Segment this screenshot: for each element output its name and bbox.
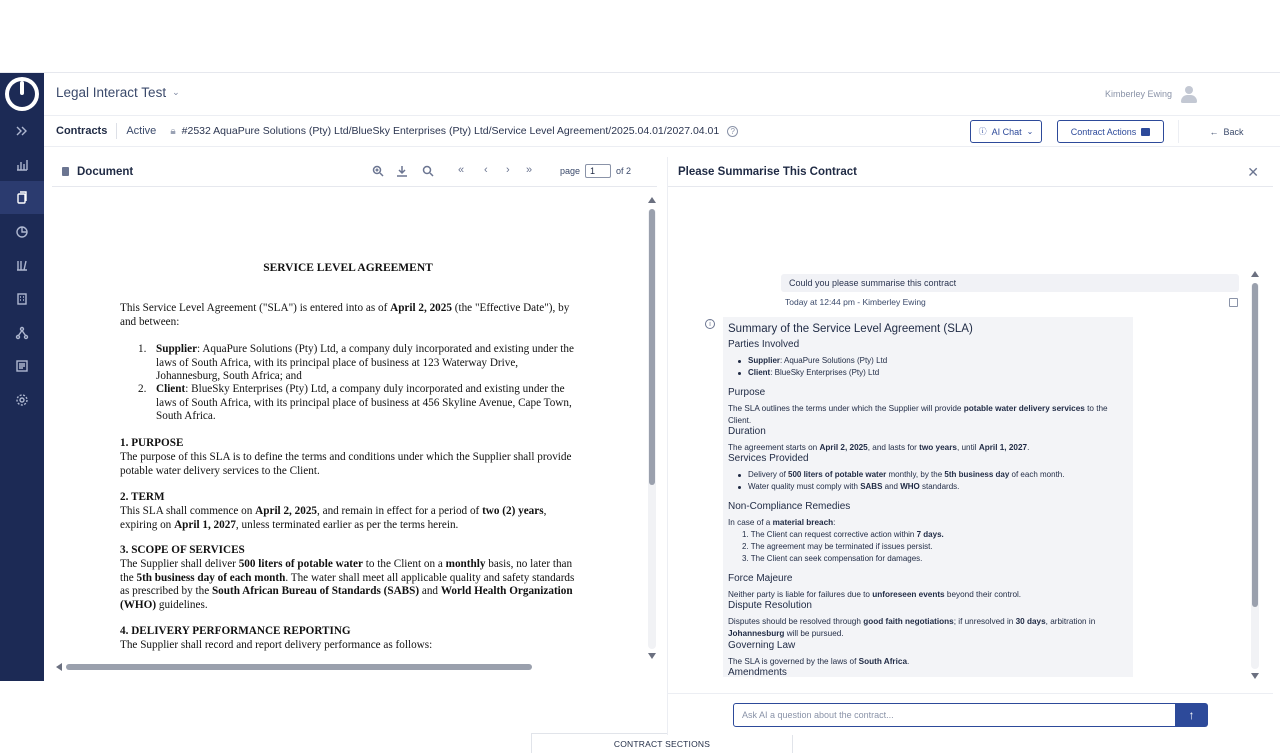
chat-title: Please Summarise This Contract (678, 165, 857, 178)
contract-actions-button[interactable] (1057, 120, 1164, 143)
section-text: The purpose of this SLA is to define the terms and conditions under which the Supplier shall provide potable water delivery services to the Client. (120, 451, 572, 477)
user-message: Could you please summarise this contract (781, 274, 1239, 292)
divider (116, 123, 117, 139)
copy-stack-icon (1141, 128, 1150, 136)
message-timestamp: Today at 12:44 pm - Kimberley Ewing (785, 297, 926, 307)
list-item: Water quality must comply with SABS and WHO standards. (748, 482, 960, 491)
analytics-icon[interactable] (0, 215, 44, 248)
arrow-left-icon: ← (1209, 126, 1219, 137)
section-title: 1. PURPOSE (120, 437, 184, 449)
contract-actions-label: Contract Actions (1070, 126, 1137, 137)
chat-header (668, 157, 1273, 187)
scroll-down-icon[interactable] (1251, 673, 1259, 679)
app-title: Legal Interact Test (56, 85, 167, 100)
divider (668, 693, 1273, 694)
summary-heading: Purpose (728, 387, 766, 398)
chat-input-row (733, 703, 1208, 727)
back-button[interactable] (1178, 120, 1274, 143)
ai-chat-label: AI Chat (991, 126, 1022, 137)
prev-page-icon[interactable]: ‹ (484, 164, 488, 176)
chevron-down-icon: ⌄ (1026, 127, 1034, 136)
document-title (62, 166, 133, 178)
section-title: 4. DELIVERY PERFORMANCE REPORTING (120, 625, 351, 637)
summary-heading: Dispute Resolution (728, 600, 812, 611)
summary-text: In case of a material breach: (728, 518, 836, 527)
contract-bar (44, 115, 1280, 147)
summary-text: The SLA outlines the terms under which the Supplier will provide potable water delivery services to the Client. (728, 404, 1108, 425)
document-horizontal-scrollbar[interactable] (56, 662, 648, 672)
summary-heading: Non-Compliance Remedies (728, 501, 851, 512)
building-icon[interactable] (0, 282, 44, 315)
document-heading: SERVICE LEVEL AGREEMENT (263, 262, 433, 274)
scroll-up-icon[interactable] (1251, 271, 1259, 277)
copy-icon[interactable] (1229, 298, 1238, 307)
section-text: The Supplier shall deliver 500 liters of potable water to the Client on a monthly basis, no later than the 5th business day of each month. The water shall meet all applicable quality and safety standards as prescribed by the South African Bureau of Standards (SABS) and World Health Organization (WHO) guidelines. (120, 558, 575, 611)
section-text: This SLA shall commence on April 2, 2025, and remain in effect for a period of two (2) years, expiring on April 1, 2027, unless terminated earlier as per the terms herein. (120, 505, 547, 531)
list-item: Supplier: AquaPure Solutions (Pty) Ltd (748, 356, 888, 365)
summary-heading: Parties Involved (728, 339, 800, 350)
app-frame (0, 72, 1280, 749)
workspace-selector[interactable] (56, 85, 180, 100)
documents-icon[interactable] (0, 181, 44, 214)
contract-path: #2532 AquaPure Solutions (Pty) Ltd/BlueSky Enterprises (Pty) Ltd/Service Level Agreement/2025.04.01/2027.04.01 (181, 125, 720, 137)
list-item: Delivery of 500 liters of potable water monthly, by the 5th business day of each month. (748, 470, 1065, 479)
document-toolbar (52, 157, 657, 187)
dashboard-icon[interactable] (0, 148, 44, 181)
summary-heading: Duration (728, 426, 766, 437)
zoom-in-icon[interactable] (372, 165, 384, 180)
search-icon[interactable] (422, 165, 434, 180)
document-title-label: Document (77, 165, 134, 178)
ai-response (723, 317, 1133, 677)
summary-text: Disputes should be resolved through good faith negotiations; if unresolved in 30 days, arbitration in Johannesburg will be pursued. (728, 617, 1096, 638)
file-icon (62, 167, 69, 176)
list-item: 1. The Client can request corrective action within 7 days. (742, 530, 944, 539)
document-page (52, 188, 642, 653)
page-number-input[interactable] (585, 164, 611, 178)
back-label: Back (1223, 126, 1244, 137)
scroll-down-icon[interactable] (648, 653, 656, 659)
expand-icon[interactable] (0, 114, 44, 147)
arrow-up-icon: ↑ (1188, 708, 1195, 722)
summary-title: Summary of the Service Level Agreement (SLA) (728, 323, 973, 335)
summary-heading: Governing Law (728, 640, 796, 651)
help-icon[interactable]: ? (727, 126, 738, 137)
avatar[interactable] (1180, 85, 1198, 103)
user-menu[interactable] (1105, 85, 1198, 103)
chat-vertical-scrollbar[interactable] (1251, 271, 1259, 679)
sidebar (0, 73, 44, 681)
list-item: 3. The Client can seek compensation for damages. (742, 554, 923, 563)
list-item: 2. The agreement may be terminated if issues persist. (742, 542, 933, 551)
lock-icon: 🔒︎ (170, 125, 176, 137)
section-text: The Supplier shall record and report delivery performance as follows: (120, 639, 433, 651)
list-item: Client: BlueSky Enterprises (Pty) Ltd (748, 368, 880, 377)
list-item: 1. Supplier: AquaPure Solutions (Pty) Ltd, a company duly incorporated and existing under the laws of South Africa, with its principal place of business at 123 Waterway Drive, Johannesburg, South Africa; and (138, 343, 574, 382)
user-name: Kimberley Ewing (1104, 89, 1172, 99)
settings-icon[interactable] (0, 383, 44, 416)
last-page-icon[interactable]: » (526, 164, 533, 176)
reports-icon[interactable] (0, 349, 44, 382)
summary-heading: Amendments (728, 667, 787, 677)
library-icon[interactable] (0, 248, 44, 281)
breadcrumb-contracts[interactable]: Contracts (56, 125, 108, 137)
section-title: 3. SCOPE OF SERVICES (120, 544, 245, 556)
intro-paragraph: This Service Level Agreement ("SLA") is entered into as of April 2, 2025 (the "Effective Date"), by and between: (120, 302, 570, 328)
scroll-up-icon[interactable] (648, 197, 656, 203)
list-item: 2. Client: BlueSky Enterprises (Pty) Ltd, a company duly incorporated and existing under the laws of South Africa, with its principal place of business at 456 Skyline Avenue, Cape Town, South Africa. (138, 383, 572, 422)
send-button[interactable] (1175, 703, 1208, 727)
summary-text: The SLA is governed by the laws of South Africa. (728, 657, 910, 666)
summary-heading: Force Majeure (728, 573, 793, 584)
chevron-down-icon: ⌄ (172, 87, 180, 97)
network-icon[interactable] (0, 316, 44, 349)
section-title: 2. TERM (120, 491, 165, 503)
document-vertical-scrollbar[interactable] (648, 197, 656, 659)
chat-input[interactable]: Ask AI a question about the contract... (733, 703, 1176, 727)
page-control (560, 164, 631, 178)
logo-icon[interactable] (5, 77, 39, 111)
close-icon[interactable]: ✕ (1247, 164, 1259, 180)
ai-chat-button[interactable] (970, 120, 1042, 143)
next-page-icon[interactable]: › (506, 164, 510, 176)
contract-sections-tab[interactable]: CONTRACT SECTIONS (531, 733, 793, 753)
info-icon: ⓘ (978, 127, 987, 136)
summary-text: Neither party is liable for failures due to unforeseen events beyond their control. (728, 590, 1022, 599)
scroll-left-icon[interactable] (56, 663, 62, 671)
status-badge: Active (126, 125, 157, 137)
summary-heading: Services Provided (728, 453, 809, 464)
download-icon[interactable] (396, 165, 408, 180)
summary-text: The agreement starts on April 2, 2025, and lasts for two years, until April 1, 2027. (728, 443, 1030, 452)
ai-info-icon: i (705, 319, 715, 329)
first-page-icon[interactable]: « (458, 164, 465, 176)
page-total: of 2 (616, 166, 632, 176)
page-label: page (560, 166, 581, 176)
document-panel (52, 157, 657, 677)
ai-chat-panel (667, 157, 1272, 735)
